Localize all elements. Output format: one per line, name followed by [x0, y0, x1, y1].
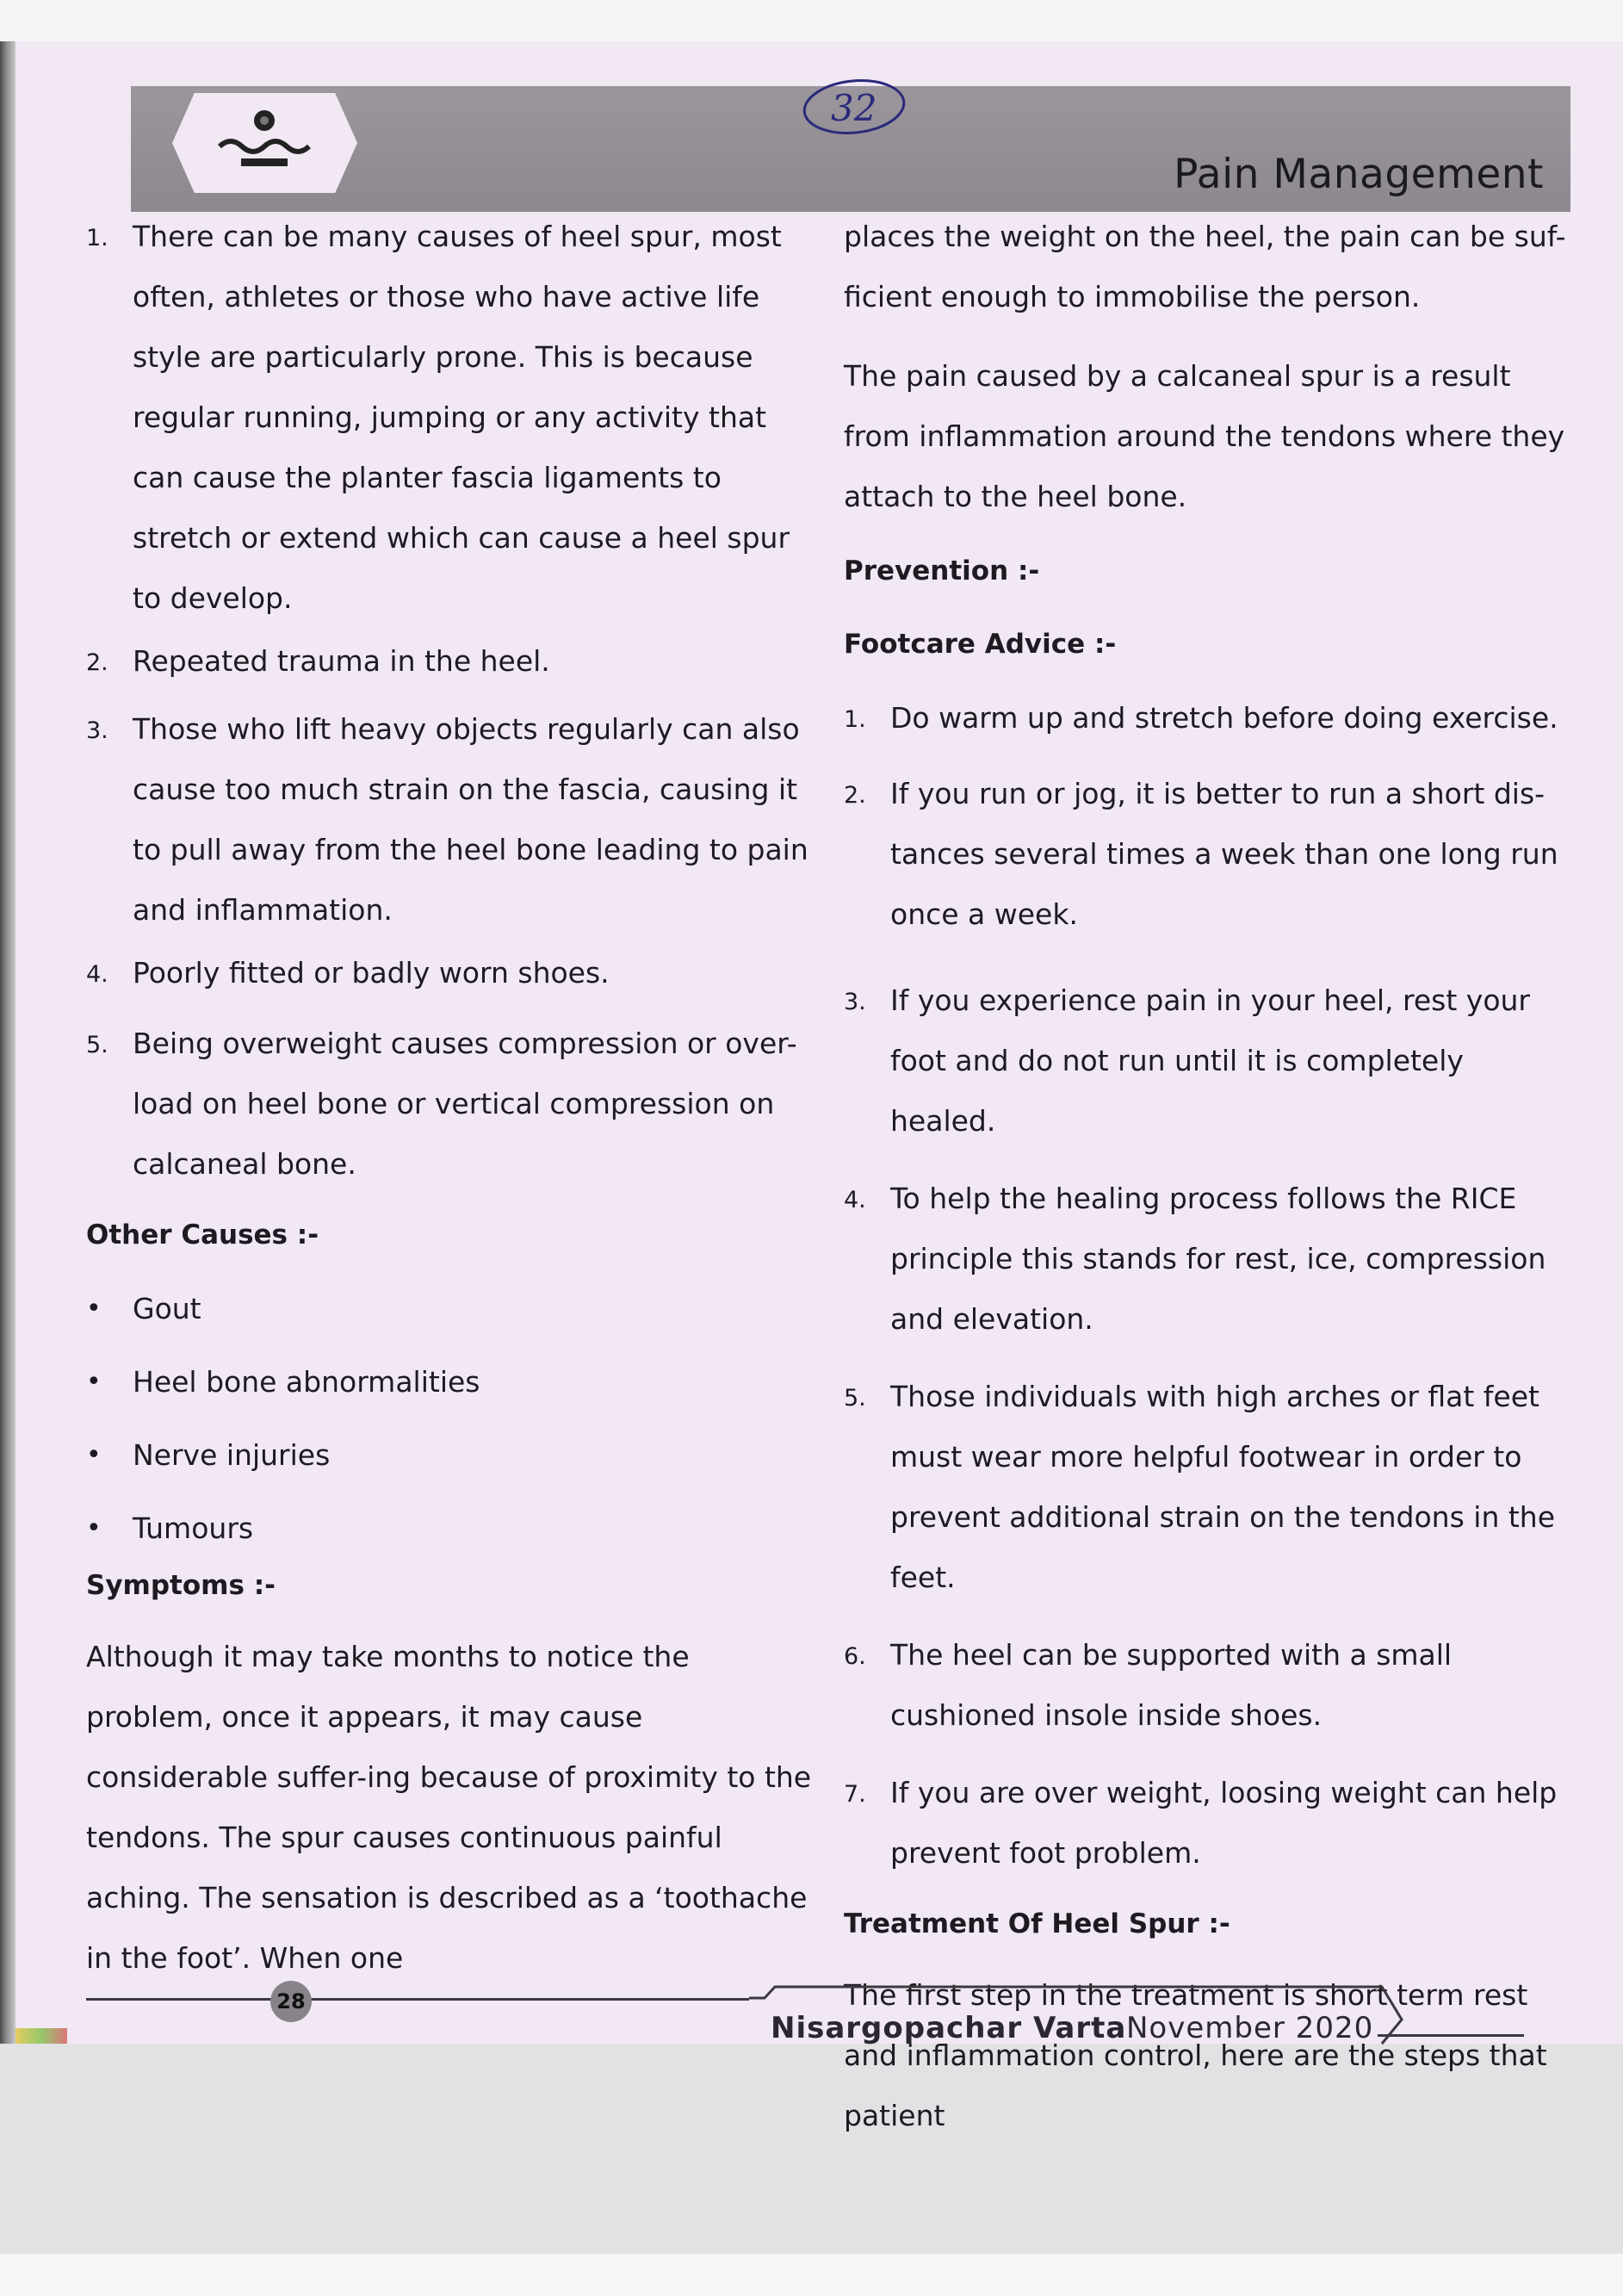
handwritten-page-mark — [801, 78, 908, 136]
footer-rule-left — [86, 1998, 749, 2001]
treatment-heading: Treatment Of Heel Spur :- — [844, 1908, 1230, 1939]
cause-text: Poorly fitted or badly worn shoes. — [133, 956, 610, 990]
symptoms-heading: Symptoms :- — [86, 1570, 276, 1601]
continued-paragraph: places the weight on the heel, the pain can be suf-ficient enough to immobilise the person. — [844, 220, 1566, 313]
advice-number: 3. — [844, 989, 866, 1015]
cause-number: 4. — [86, 961, 108, 988]
cause-text: Repeated trauma in the heel. — [133, 644, 550, 678]
advice-text: If you run or jog, it is better to run a short dis-tances several times a week than one long run once a week. — [890, 777, 1558, 931]
footer-rule-right — [1378, 2034, 1524, 2037]
advice-item — [844, 764, 1571, 945]
advice-item — [844, 703, 1571, 735]
other-cause-text: Gout — [133, 1292, 201, 1325]
right-column — [844, 207, 1571, 2146]
bullet-icon: • — [86, 1294, 102, 1324]
book-spine — [0, 41, 15, 2044]
cause-text: Being overweight causes compression or over-load on heel bone or vertical compression on calcaneal bone. — [133, 1027, 797, 1181]
cause-number: 1. — [86, 225, 108, 251]
advice-item — [844, 1625, 1571, 1746]
cause-item — [86, 1014, 818, 1195]
advice-item — [844, 1763, 1571, 1883]
bullet-icon: • — [86, 1513, 102, 1543]
cause-item — [86, 958, 818, 990]
advice-text: The heel can be supported with a small cushioned insole inside shoes. — [890, 1638, 1453, 1732]
page-edge-color-strip — [15, 2028, 67, 2044]
scan-margin-top — [0, 0, 1623, 41]
advice-number: 1. — [844, 706, 866, 733]
advice-text: Those individuals with high arches or flat feet must wear more helpful footwear in order to prevent additional strain on the tendons in the feet. — [890, 1380, 1556, 1594]
advice-item — [844, 1367, 1571, 1608]
bullet-icon: • — [86, 1367, 102, 1397]
left-column — [86, 207, 818, 1989]
section-title: Pain Management — [1174, 151, 1544, 198]
symptoms-paragraph: Although it may take months to notice the problem, once it appears, it may cause considerable suffer-ing because of proximity to the tendons. The spur causes continuous painful aching. The sensation is described as a ‘toothache in the foot’. When one — [86, 1640, 812, 1975]
advice-number: 4. — [844, 1187, 866, 1213]
cause-number: 2. — [86, 649, 108, 676]
advice-item — [844, 971, 1571, 1151]
cause-item — [86, 699, 818, 940]
cause-text: Those who lift heavy objects regularly can also cause too much strain on the fascia, causing it to pull away from the heel bone leading to pain and inflammation. — [133, 712, 808, 927]
other-cause-text: Heel bone abnormalities — [133, 1365, 480, 1399]
cause-text: There can be many causes of heel spur, most often, athletes or those who have active life style are particularly prone. This is because regular running, jumping or any activity that can cause the planter fascia ligaments to stretch or extend which can cause a heel spur to develop. — [133, 220, 790, 615]
advice-item — [844, 1169, 1571, 1350]
other-cause-item — [86, 1367, 818, 1397]
advice-number: 6. — [844, 1643, 866, 1670]
other-cause-item — [86, 1440, 818, 1470]
other-causes-heading: Other Causes :- — [86, 1219, 319, 1250]
scan-edge-bottom — [0, 2254, 1623, 2296]
advice-text: To help the healing process follows the RICE principle this stands for rest, ice, compression and elevation. — [890, 1182, 1546, 1336]
footcare-heading: Footcare Advice :- — [844, 629, 1117, 660]
other-cause-text: Nerve injuries — [133, 1438, 331, 1472]
handwritten-page-text: 32 — [831, 87, 877, 129]
advice-text: If you experience pain in your heel, rest your foot and do not run until it is completely healed. — [890, 984, 1530, 1138]
calcaneal-paragraph: The pain caused by a calcaneal spur is a result from inflammation around the tendons where they attach to the heel bone. — [844, 359, 1565, 513]
footer-date: November 2020 — [1126, 2011, 1374, 2045]
cause-item — [86, 207, 818, 629]
advice-number: 2. — [844, 782, 866, 809]
other-cause-item — [86, 1294, 818, 1324]
advice-text: Do warm up and stretch before doing exercise. — [890, 701, 1558, 735]
emblem-icon — [172, 93, 357, 193]
advice-number: 5. — [844, 1385, 866, 1412]
treatment-paragraph: The first step in the treatment is short term rest and inflammation control, here are the steps that patient — [844, 1978, 1547, 2132]
page-number: 28 — [270, 1981, 312, 2022]
advice-number: 7. — [844, 1781, 866, 1808]
cause-number: 5. — [86, 1032, 108, 1058]
cause-number: 3. — [86, 717, 108, 744]
bullet-icon: • — [86, 1440, 102, 1470]
prevention-heading: Prevention :- — [844, 555, 1040, 586]
other-cause-text: Tumours — [133, 1511, 254, 1545]
other-cause-item — [86, 1513, 818, 1543]
cause-item — [86, 646, 818, 678]
advice-text: If you are over weight, loosing weight can help prevent foot problem. — [890, 1776, 1558, 1870]
footer-brand: Nisargopachar Varta — [771, 2011, 1127, 2045]
